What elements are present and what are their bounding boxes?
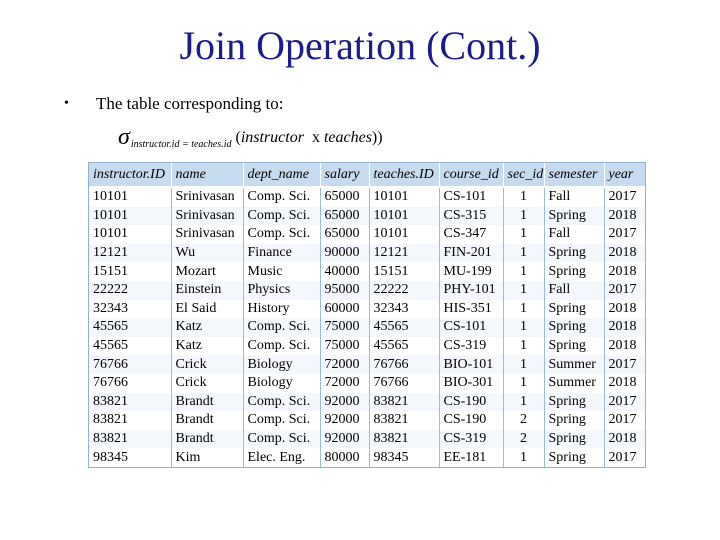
cell-year: 2017 [604, 281, 645, 300]
cell-name: Srinivasan [171, 225, 243, 244]
cell-salary: 95000 [320, 281, 369, 300]
cell-salary: 65000 [320, 225, 369, 244]
cell-year: 2018 [604, 244, 645, 263]
sigma-symbol: σ [118, 124, 130, 150]
cell-name: El Said [171, 300, 243, 319]
table-body [89, 187, 645, 467]
cell-course-id: CS-190 [439, 393, 503, 412]
cell-year: 2017 [604, 448, 645, 467]
close-paren: )) [371, 128, 383, 146]
cell-sec-id: 1 [503, 207, 544, 226]
cell-semester: Spring [544, 318, 604, 337]
cell-dept-name: Comp. Sci. [243, 393, 320, 412]
cell-salary: 72000 [320, 355, 369, 374]
column-header-salary: salary [320, 163, 369, 187]
cell-teaches-id: 32343 [369, 300, 439, 319]
table-row [89, 411, 645, 430]
cell-sec-id: 2 [503, 411, 544, 430]
table-row [89, 244, 645, 263]
cell-course-id: CS-101 [439, 187, 503, 207]
cell-course-id: FIN-201 [439, 244, 503, 263]
selection-predicate: instructor.id = teaches.id [130, 139, 232, 151]
column-header-dept-name: dept_name [243, 163, 320, 187]
cell-name: Brandt [171, 393, 243, 412]
table-row [89, 281, 645, 300]
cell-name: Crick [171, 355, 243, 374]
cell-dept-name: Comp. Sci. [243, 411, 320, 430]
cell-teaches-id: 76766 [369, 374, 439, 393]
cell-course-id: BIO-101 [439, 355, 503, 374]
cell-instructor-id: 32343 [89, 300, 171, 319]
cell-course-id: CS-315 [439, 207, 503, 226]
cell-salary: 75000 [320, 318, 369, 337]
cell-semester: Spring [544, 300, 604, 319]
cell-salary: 60000 [320, 300, 369, 319]
column-header-name: name [171, 163, 243, 187]
cell-instructor-id: 83821 [89, 411, 171, 430]
cell-sec-id: 1 [503, 318, 544, 337]
cell-semester: Fall [544, 187, 604, 207]
formula-expression [235, 129, 382, 146]
cell-year: 2018 [604, 262, 645, 281]
cell-salary: 75000 [320, 337, 369, 356]
cell-teaches-id: 83821 [369, 411, 439, 430]
table-row [89, 448, 645, 467]
cell-course-id: CS-319 [439, 430, 503, 449]
cell-teaches-id: 15151 [369, 262, 439, 281]
cell-instructor-id: 76766 [89, 374, 171, 393]
cell-teaches-id: 45565 [369, 318, 439, 337]
column-header-teaches-id: teaches.ID [369, 163, 439, 187]
cell-name: Katz [171, 318, 243, 337]
cell-teaches-id: 76766 [369, 355, 439, 374]
cell-year: 2018 [604, 318, 645, 337]
cell-salary: 72000 [320, 374, 369, 393]
cell-semester: Spring [544, 244, 604, 263]
cell-semester: Summer [544, 374, 604, 393]
cell-name: Kim [171, 448, 243, 467]
cell-name: Katz [171, 337, 243, 356]
cell-semester: Spring [544, 262, 604, 281]
cell-instructor-id: 83821 [89, 430, 171, 449]
bullet-text: The table corresponding to: [96, 94, 284, 113]
cell-salary: 65000 [320, 187, 369, 207]
join-result-table [88, 162, 646, 468]
table-row [89, 187, 645, 207]
cell-semester: Spring [544, 393, 604, 412]
cell-instructor-id: 22222 [89, 281, 171, 300]
cell-dept-name: Physics [243, 281, 320, 300]
cell-sec-id: 1 [503, 262, 544, 281]
cell-year: 2018 [604, 300, 645, 319]
cell-name: Srinivasan [171, 187, 243, 207]
cell-name: Mozart [171, 262, 243, 281]
bullet-marker: • [64, 96, 69, 111]
cell-year: 2017 [604, 187, 645, 207]
cell-teaches-id: 10101 [369, 225, 439, 244]
slide-title: Join Operation (Cont.) [179, 23, 541, 68]
cell-teaches-id: 45565 [369, 337, 439, 356]
cell-instructor-id: 83821 [89, 393, 171, 412]
cell-instructor-id: 10101 [89, 225, 171, 244]
cell-semester: Fall [544, 225, 604, 244]
cell-name: Brandt [171, 430, 243, 449]
cell-year: 2017 [604, 393, 645, 412]
cell-semester: Spring [544, 411, 604, 430]
cell-salary: 65000 [320, 207, 369, 226]
cell-year: 2017 [604, 411, 645, 430]
cell-salary: 80000 [320, 448, 369, 467]
cell-salary: 92000 [320, 430, 369, 449]
cell-dept-name: Biology [243, 374, 320, 393]
cell-teaches-id: 83821 [369, 430, 439, 449]
cell-course-id: BIO-301 [439, 374, 503, 393]
cell-semester: Fall [544, 281, 604, 300]
cell-sec-id: 1 [503, 448, 544, 467]
cell-year: 2017 [604, 355, 645, 374]
cell-dept-name: Comp. Sci. [243, 318, 320, 337]
column-header-year: year [604, 163, 645, 187]
cell-dept-name: Finance [243, 244, 320, 263]
cell-teaches-id: 10101 [369, 187, 439, 207]
table-row [89, 374, 645, 393]
selection-formula [118, 124, 383, 151]
cell-instructor-id: 45565 [89, 318, 171, 337]
cell-year: 2018 [604, 337, 645, 356]
cell-dept-name: Comp. Sci. [243, 337, 320, 356]
cell-dept-name: Comp. Sci. [243, 187, 320, 207]
cell-instructor-id: 10101 [89, 187, 171, 207]
cell-sec-id: 1 [503, 374, 544, 393]
cell-teaches-id: 83821 [369, 393, 439, 412]
cell-teaches-id: 10101 [369, 207, 439, 226]
table-header-row [89, 163, 645, 187]
table-row [89, 207, 645, 226]
cell-teaches-id: 98345 [369, 448, 439, 467]
cell-instructor-id: 76766 [89, 355, 171, 374]
cartesian-operator: x [311, 128, 320, 146]
cell-course-id: CS-101 [439, 318, 503, 337]
cell-sec-id: 1 [503, 393, 544, 412]
column-header-semester: semester [544, 163, 604, 187]
cell-semester: Spring [544, 430, 604, 449]
cell-instructor-id: 98345 [89, 448, 171, 467]
cell-semester: Spring [544, 337, 604, 356]
table-row [89, 393, 645, 412]
cell-sec-id: 1 [503, 225, 544, 244]
column-header-course-id: course_id [439, 163, 503, 187]
table-row [89, 337, 645, 356]
cell-semester: Summer [544, 355, 604, 374]
cell-year: 2018 [604, 207, 645, 226]
cell-dept-name: Elec. Eng. [243, 448, 320, 467]
cell-instructor-id: 12121 [89, 244, 171, 263]
table-row [89, 318, 645, 337]
cell-course-id: HIS-351 [439, 300, 503, 319]
cell-name: Srinivasan [171, 207, 243, 226]
cell-sec-id: 1 [503, 244, 544, 263]
cell-salary: 92000 [320, 393, 369, 412]
left-relation: instructor [240, 128, 304, 146]
cell-dept-name: Music [243, 262, 320, 281]
column-header-instructor-id: instructor.ID [89, 163, 171, 187]
table-row [89, 262, 645, 281]
cell-sec-id: 1 [503, 187, 544, 207]
cell-teaches-id: 12121 [369, 244, 439, 263]
cell-salary: 90000 [320, 244, 369, 263]
cell-dept-name: Comp. Sci. [243, 430, 320, 449]
cell-dept-name: Comp. Sci. [243, 225, 320, 244]
cell-sec-id: 1 [503, 281, 544, 300]
cell-salary: 40000 [320, 262, 369, 281]
column-header-sec-id: sec_id [503, 163, 544, 187]
cell-dept-name: Biology [243, 355, 320, 374]
cell-teaches-id: 22222 [369, 281, 439, 300]
cell-sec-id: 1 [503, 300, 544, 319]
cell-course-id: MU-199 [439, 262, 503, 281]
cell-dept-name: Comp. Sci. [243, 207, 320, 226]
cell-sec-id: 2 [503, 430, 544, 449]
table-row [89, 430, 645, 449]
cell-course-id: CS-319 [439, 337, 503, 356]
cell-name: Crick [171, 374, 243, 393]
cell-name: Einstein [171, 281, 243, 300]
cell-course-id: EE-181 [439, 448, 503, 467]
table-row [89, 225, 645, 244]
cell-year: 2017 [604, 225, 645, 244]
cell-course-id: CS-347 [439, 225, 503, 244]
cell-year: 2018 [604, 430, 645, 449]
cell-semester: Spring [544, 207, 604, 226]
cell-instructor-id: 10101 [89, 207, 171, 226]
table-row [89, 355, 645, 374]
cell-name: Wu [171, 244, 243, 263]
cell-course-id: CS-190 [439, 411, 503, 430]
cell-semester: Spring [544, 448, 604, 467]
cell-instructor-id: 15151 [89, 262, 171, 281]
cell-instructor-id: 45565 [89, 337, 171, 356]
open-paren: ( [235, 128, 241, 146]
cell-salary: 92000 [320, 411, 369, 430]
cell-dept-name: History [243, 300, 320, 319]
cell-year: 2018 [604, 374, 645, 393]
cell-course-id: PHY-101 [439, 281, 503, 300]
table-row [89, 300, 645, 319]
right-relation: teaches [323, 128, 372, 146]
cell-sec-id: 1 [503, 337, 544, 356]
cell-name: Brandt [171, 411, 243, 430]
cell-sec-id: 1 [503, 355, 544, 374]
